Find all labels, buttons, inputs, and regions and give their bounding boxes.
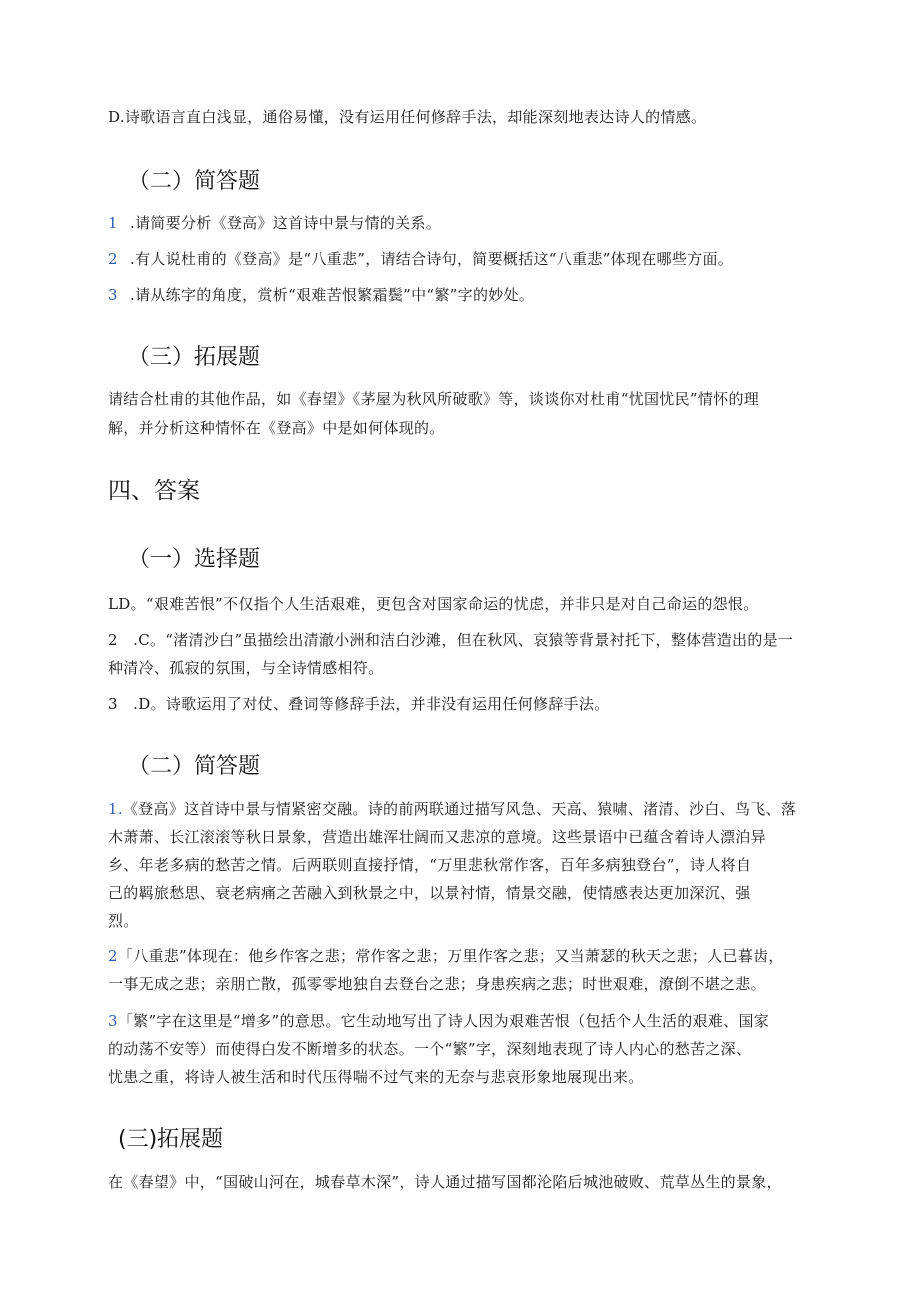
- question-3-number: 3: [108, 286, 118, 304]
- question-2-number: 2: [108, 250, 118, 268]
- short-answer-1: [108, 799, 796, 819]
- heading-extension: （三）拓展题: [128, 345, 261, 370]
- question-3-text: .请从练字的角度，赏析“艰难苦恨繁霜鬓”中“繁”字的妙处。: [130, 286, 535, 304]
- question-3: [108, 285, 534, 305]
- short-answer-2-line-2: 一事无成之悲；亲朋亡散，孤零零地独自去登台之悲；身患疾病之悲；时世艰难，潦倒不堪之悲。: [108, 975, 766, 993]
- option-d-text: D.诗歌语言直白浅显，通俗易懂，没有运用任何修辞手法，却能深刻地表达诗人的情感。: [108, 108, 707, 126]
- extension-text-line-2: 解，并分析这种情怀在《登高》中是如何体现的。: [108, 419, 445, 437]
- answer-2-line-2: 种清冷、孤寂的氛围，与全诗情感相符。: [108, 659, 384, 677]
- short-answer-3-line-2: 的动荡不安等）而使得白发不断增多的状态。一个“繁”字，深刻地表现了诗人内心的愁苦之深、: [108, 1040, 752, 1058]
- answer-2-line-1: 2 .C。“渚清沙白”虽描绘出清澈小洲和洁白沙滩，但在秋风、哀猿等背景衬托下，整体营造出的是一: [108, 631, 794, 649]
- answer-3: 3 .D。诗歌运用了对仗、叠词等修辞手法，并非没有运用任何修辞手法。: [108, 695, 610, 713]
- short-answer-1-line-3: 乡、年老多病的愁苦之情。后两联则直接抒情，“万里悲秋常作客，百年多病独登台”，诗人将自: [108, 856, 752, 874]
- short-answer-1-line-5: 烈。: [108, 912, 139, 930]
- short-answer-2-line-1: 「八重悲”体现在：他乡作客之悲；常作客之悲；万里作客之悲；又当萧瑟的秋天之悲；人已暮齿，: [117, 947, 784, 965]
- extension-text-line-1: 请结合杜甫的其他作品，如《春望》《茅屋为秋风所破歌》等，谈谈你对杜甫“忧国忧民”情怀的理: [108, 390, 760, 408]
- question-2-text: .有人说杜甫的《登高》是“八重悲”，请结合诗句，简要概括这“八重悲”体现在哪些方面。: [130, 250, 734, 268]
- short-answer-2: [108, 946, 784, 966]
- short-answer-3: [108, 1011, 769, 1031]
- short-answer-1-line-1: 《登高》这首诗中景与情紧密交融。诗的前两联通过描写风急、天高、猿啸、渚清、沙白、鸟飞、落: [122, 800, 797, 818]
- question-1-number: 1: [108, 214, 118, 232]
- short-answer-3-number: 3: [108, 1012, 118, 1030]
- heading-choice: （一）选择题: [128, 547, 261, 572]
- short-answer-3-line-3: 忧患之重，将诗人被生活和时代压得喘不过气来的无奈与悲哀形象地展现出来。: [108, 1068, 644, 1086]
- heading-short-answer: （二）简答题: [128, 169, 261, 194]
- short-answer-1-line-4: 己的羁旅愁思、衰老病痛之苦融入到秋景之中，以景衬情，情景交融，使情感表达更加深沉、强: [108, 884, 751, 902]
- question-1-text: .请简要分析《登高》这首诗中景与情的关系。: [130, 214, 442, 232]
- short-answer-1-number: 1.: [108, 800, 123, 818]
- answer-1: LD。“艰难苦恨”不仅指个人生活艰难，更包含对国家命运的忧虑，并非只是对自己命运的怨恨。: [108, 595, 759, 613]
- heading-short-answer-2: （二）简答题: [128, 754, 261, 779]
- question-2: [108, 249, 733, 269]
- section-title-answers: 四、答案: [108, 478, 200, 504]
- short-answer-1-line-2: 木萧萧、长江滚滚等秋日景象，营造出雄浑壮阔而又悲凉的意境。这些景语中已蕴含着诗人漂泊异: [108, 828, 766, 846]
- heading-extension-2: (三)拓展题: [118, 1127, 224, 1152]
- short-answer-3-line-1: 「繁”字在这里是“增多”的意思。它生动地写出了诗人因为艰难苦恨（包括个人生活的艰难、国家: [117, 1012, 770, 1030]
- short-answer-2-number: 2: [108, 947, 118, 965]
- extension-answer-line-1: 在《春望》中，“国破山河在，城春草木深”，诗人通过描写国都沦陷后城池破败、荒草丛生的景象，: [108, 1173, 782, 1191]
- question-1: [108, 213, 441, 233]
